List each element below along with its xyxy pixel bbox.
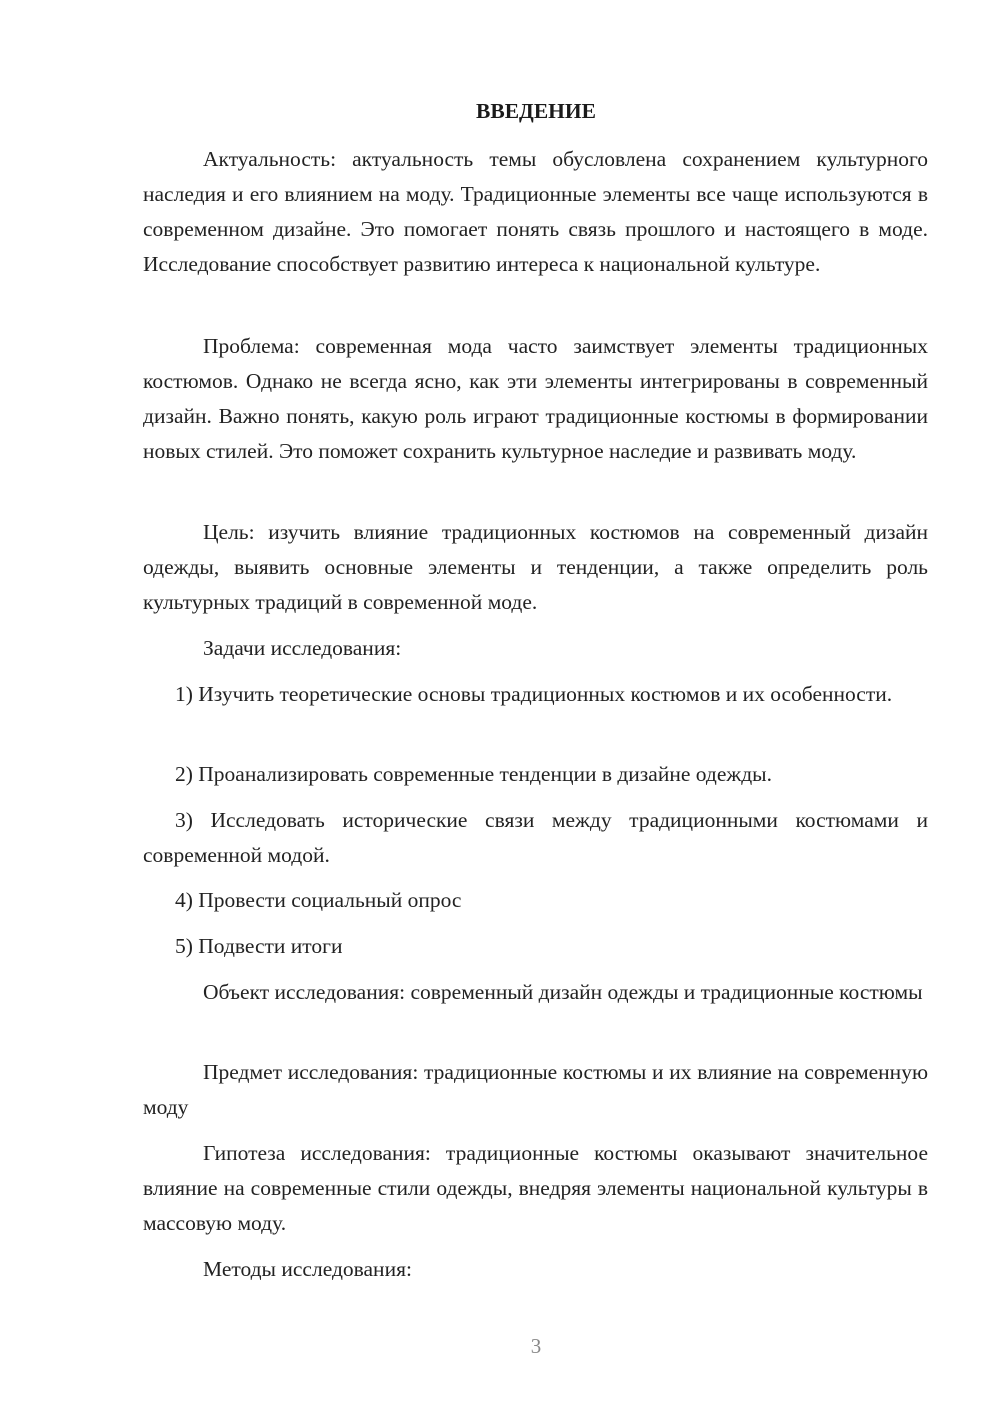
paragraph-tasks-heading: Задачи исследования: [203,636,402,660]
paragraph-problem: Проблема: современная мода часто заимствует элементы традиционных костюмов. Однако не всегда ясно, как эти элементы интегрированы в современный дизайн. Важно понять, какую роль играют традиционные костюмы в формировании новых стилей. Это поможет сохранить культурное наследие и развивать моду. [143,334,928,463]
paragraph-methods: Методы исследования: [203,1257,412,1281]
paragraph-goal: Цель: изучить влияние традиционных костюмов на современный дизайн одежды, выявить основные элементы и тенденции, а также определить роль культурных традиций в современной моде. [143,520,928,614]
list-item-task-2: 2) Проанализировать современные тенденции в дизайне одежды. [175,762,773,786]
paragraph-object: Объект исследования: современный дизайн одежды и традиционные костюмы [203,980,923,1004]
list-item-task-4: 4) Провести социальный опрос [175,888,462,912]
list-item-task-1: 1) Изучить теоретические основы традиционных костюмов и их особенности. [175,682,893,706]
list-item-task-5: 5) Подвести итоги [175,934,343,958]
list-item-task-3: 3) Исследовать исторические связи между традиционными костюмами и современной модой. [143,808,928,867]
section-title: ВВЕДЕНИЕ [476,99,596,123]
page-number: 3 [530,1334,542,1358]
paragraph-hypothesis: Гипотеза исследования: традиционные костюмы оказывают значительное влияние на современные стили одежды, внедряя элементы национальной культуры в массовую моду. [143,1141,928,1235]
paragraph-relevance: Актуальность: актуальность темы обусловлена сохранением культурного наследия и его влиянием на моду. Традиционные элементы все чаще используются в современном дизайне. Это помогает понять связь прошлого и настоящего в моде. Исследование способствует развитию интереса к национальной культуре. [143,147,928,276]
paragraph-subject: Предмет исследования: традиционные костюмы и их влияние на современную моду [143,1060,928,1119]
